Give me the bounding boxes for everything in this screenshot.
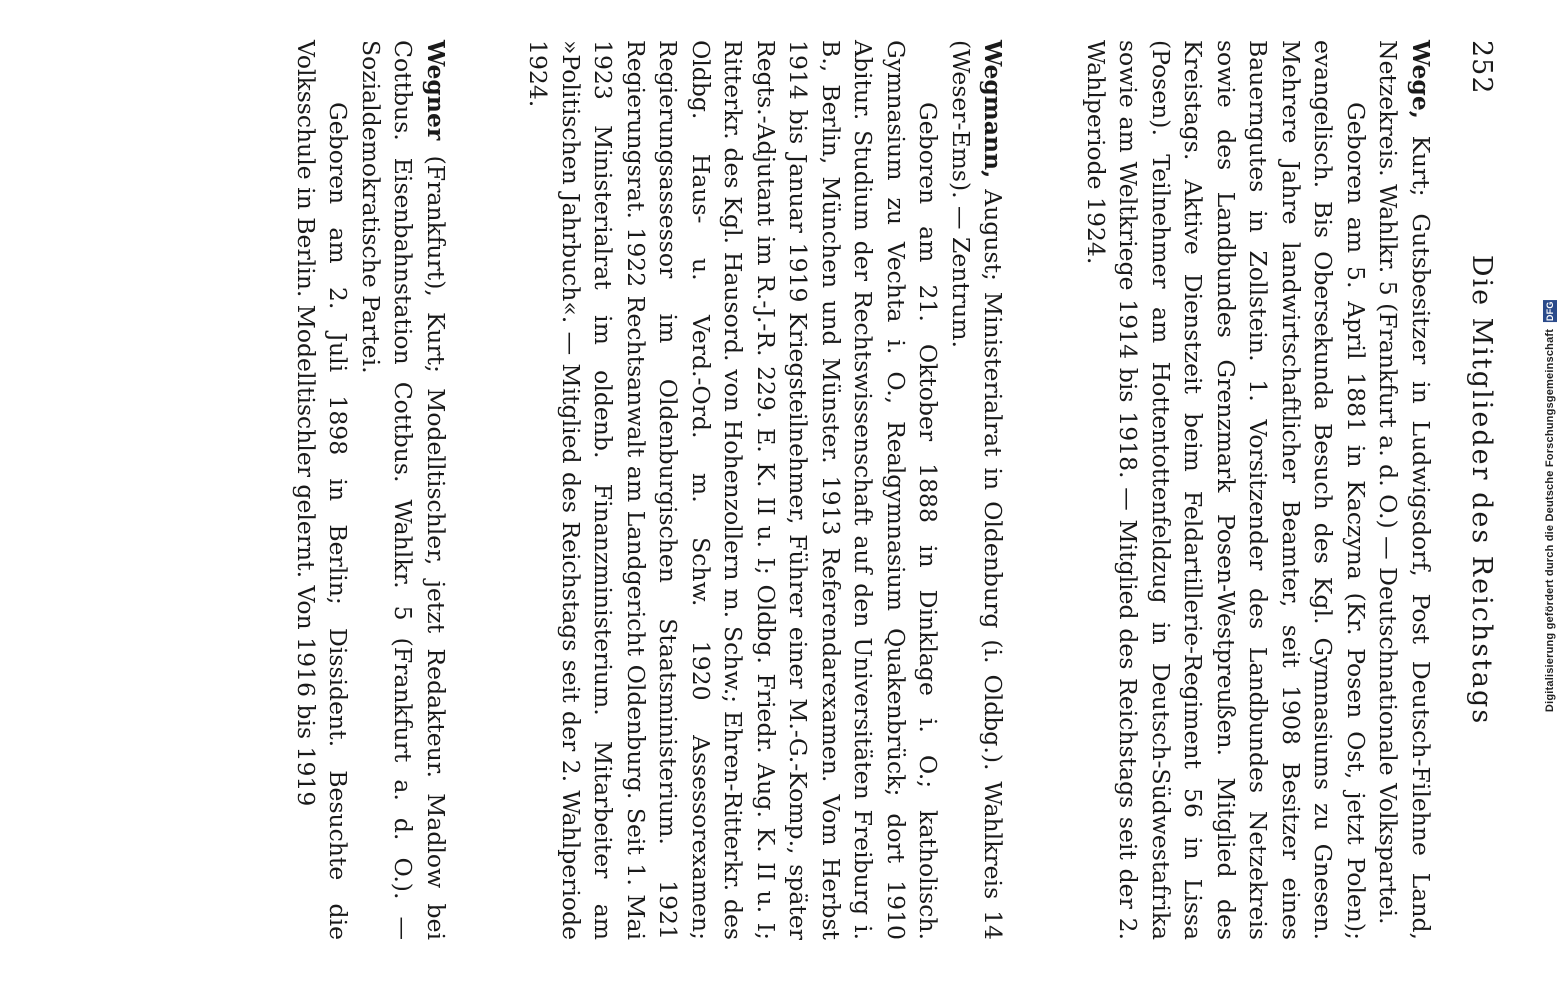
entry-bio: Geboren am 2. Juli 1898 in Berlin; Dissident. Besuchte die Volksschule in Berlin. Modelltischler gelernt. Von 1916 bis 1919 <box>292 40 353 940</box>
page-number: 252 <box>1466 40 1497 95</box>
entry-wege <box>1080 40 1438 940</box>
entry-header-text: (Frankfurt), Kurt; Modelltischler, jetzt Redakteur. Madlow bei Cottbus. Eisenbahnstation Cottbus. Wahlkr. 5 (Frankfurt a. d. O.). — Sozialdemokratische Partei. <box>357 40 450 940</box>
entry-name: Wegner <box>422 40 450 141</box>
entry-name: Wege, <box>1407 40 1435 119</box>
digitization-note-text <box>1543 300 1557 712</box>
entry-wegner <box>290 40 453 940</box>
page-header <box>1457 40 1497 940</box>
entry-header <box>945 40 1010 940</box>
entry-header <box>1372 40 1437 940</box>
entry-wegmann <box>522 40 1010 940</box>
entry-header <box>355 40 453 940</box>
running-title: Die Mitglieder des Reichstags <box>1466 254 1497 726</box>
entry-header-text: August; Ministerialrat in Oldenburg (i. Oldbg.). Wahlkreis 14 (Weser-Ems). — Zentrum. <box>947 40 1008 940</box>
entry-header-text: Kurt; Gutsbesitzer in Ludwigsdorf, Post Deutsch-Filehne Land, Netzekreis. Wahlkr. 5 (Frankfurt a. d. O.) — Deutschnationale Volkspartei. <box>1374 40 1435 940</box>
digitization-note <box>1543 6 1557 1006</box>
entry-bio: Geboren am 5. April 1881 in Kaczyna (Kr. Posen Ost, jetzt Polen); evangelisch. Bis Obersekunda Besuch des Kgl. Gymnasiums zu Gnesen. Mehrere Jahre landwirtschaftlicher Beamter, seit 1908 Besitzer eines Bauerngutes in Zollstein. 1. Vorsitzender des Landbundes Netzekreis sowie des Landbundes Grenzmark Posen-Westpreußen. Mitglied des Kreistags. Aktive Dienstzeit beim Feldartillerie-Regiment 56 in Lissa (Posen). Teilnehmer am Hottentottenfeldzug in Deutsch-Südwestafrika sowie am Weltkriege 1914 bis 1918. — Mitglied des Reichstags seit der 2. Wahlperiode 1924. <box>1082 40 1370 940</box>
digitization-text: Digitalisierung gefördert durch die Deutsche Forschungsgemeinschaft <box>1544 328 1556 713</box>
entries-list <box>220 40 1438 940</box>
entry-bio: Geboren am 21. Oktober 1888 in Dinklage i. O.; katholisch. Gymnasium zu Vechta i. O., Realgymnasium Quakenbrück; dort 1910 Abitur. Studium der Rechtswissenschaft auf den Universitäten Freiburg i. B., Berlin, München und Münster. 1913 Referendarexamen. Vom Herbst 1914 bis Januar 1919 Kriegsteilnehmer, Führer einer M.-G.-Komp., später Regts.-Adjutant im R.-J.-R. 229. E. K. II u. I; Oldbg. Friedr. Aug. K. II u. I; Ritterkr. des Kgl. Hausord. von Hohenzollern m. Schw.; Ehren-Ritterkr. des Oldbg. Haus- u. Verd.-Ord. m. Schw. 1920 Assessorexamen; Regierungsassessor im Oldenburgischen Staatsministerium. 1921 Regierungsrat. 1922 Rechtsanwalt am Landgericht Oldenburg. Seit 1. Mai 1923 Ministerialrat im oldenb. Finanzministerium. Mitarbeiter am »Politischen Jahrbuch«. — Mitglied des Reichstags seit der 2. Wahlperiode 1924. <box>524 40 943 940</box>
entry-name: Wegmann, <box>979 40 1008 179</box>
dfg-logo: DFG <box>1545 300 1555 321</box>
